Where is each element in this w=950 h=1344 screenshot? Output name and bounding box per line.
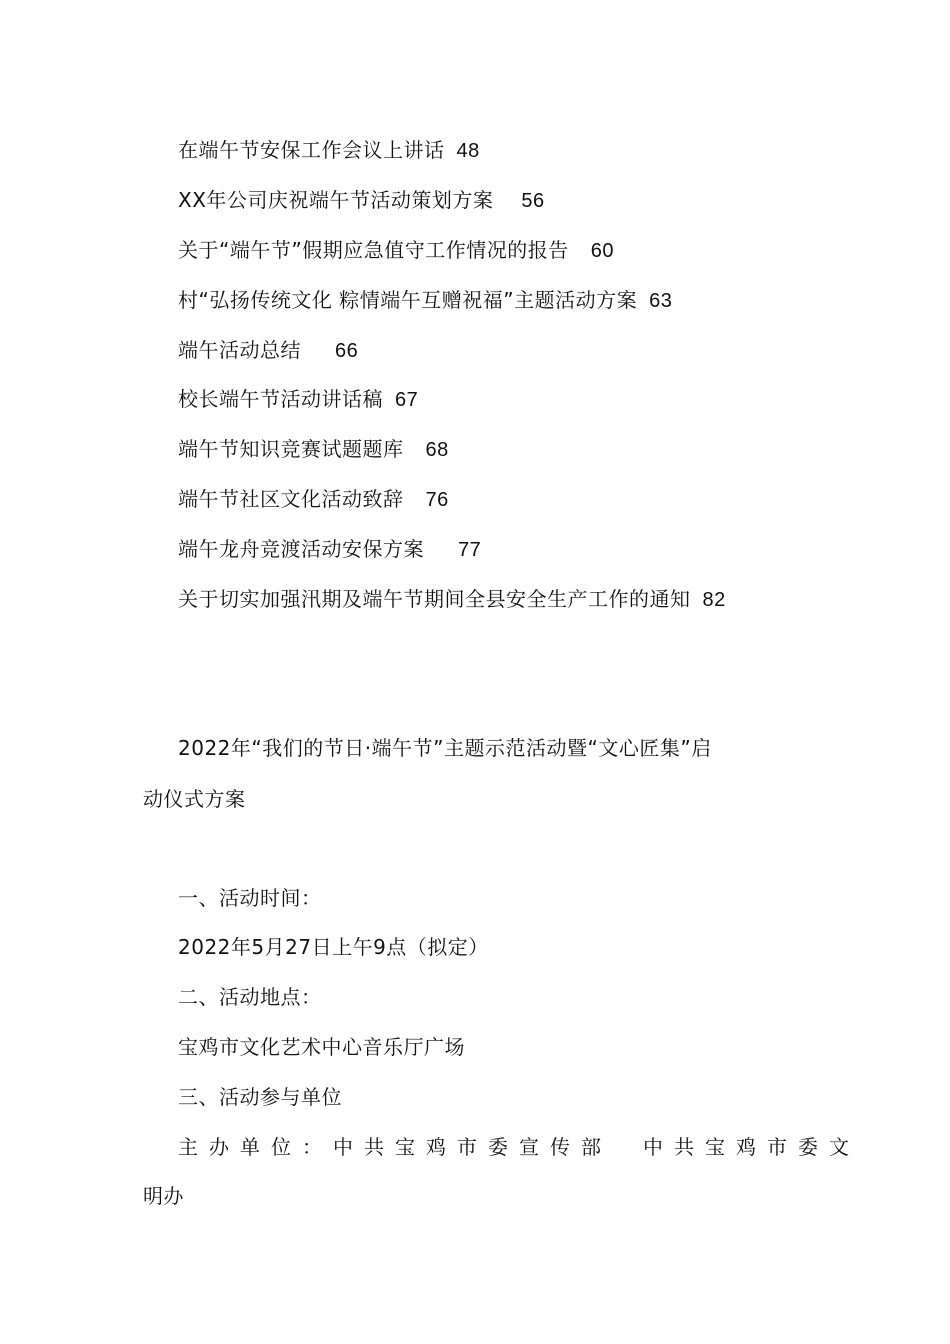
section-body: 宝鸡市文化艺术中心音乐厅广场 — [178, 1035, 465, 1059]
toc-entry-title: 端午节知识竞赛试题题库 — [178, 437, 404, 461]
section-body: 主办单位：中共宝鸡市委宣传部 中共宝鸡市委文 — [178, 1135, 860, 1159]
section-body: 明办 — [143, 1184, 184, 1208]
toc-entry[interactable] — [178, 535, 481, 564]
toc-entry[interactable] — [178, 585, 726, 614]
section-heading: 三、活动参与单位 — [178, 1085, 342, 1109]
article-title-line: 2022年“我们的节日·端午节”主题示范活动暨“文心匠集”启 — [178, 736, 712, 760]
toc-entry-title: 校长端午节活动讲话稿 — [178, 387, 383, 411]
section-heading: 一、活动时间： — [178, 886, 322, 910]
toc-entry-page: 77 — [458, 539, 482, 561]
toc-entry-page: 82 — [702, 589, 726, 611]
section-body: 2022年5月27日上午9点（拟定） — [178, 935, 489, 959]
toc-entry[interactable] — [178, 336, 358, 365]
article-title-line: 动仪式方案 — [143, 787, 246, 811]
toc-entry-title: 端午龙舟竞渡活动安保方案 — [178, 537, 424, 561]
toc-entry[interactable] — [178, 186, 545, 215]
toc-entry-title: XX年公司庆祝端午节活动策划方案 — [178, 188, 494, 212]
toc-entry-page: 56 — [521, 190, 545, 212]
toc-entry[interactable] — [178, 485, 449, 514]
toc-entry-title: 在端午节安保工作会议上讲话 — [178, 138, 445, 162]
toc-entry-title: 关于切实加强汛期及端午节期间全县安全生产工作的通知 — [178, 587, 691, 611]
toc-entry-page: 48 — [456, 140, 480, 162]
toc-entry-title: 端午节社区文化活动致辞 — [178, 487, 404, 511]
toc-entry-page: 66 — [335, 340, 359, 362]
toc-entry[interactable] — [178, 385, 418, 414]
toc-entry-page: 63 — [649, 290, 673, 312]
toc-entry-title: 端午活动总结 — [178, 338, 301, 362]
toc-entry-page: 67 — [395, 389, 419, 411]
toc-entry[interactable] — [178, 136, 480, 165]
toc-entry-title: 关于“端午节”假期应急值守工作情况的报告 — [178, 238, 569, 262]
toc-entry-page: 68 — [425, 439, 449, 461]
toc-entry-page: 60 — [590, 240, 614, 262]
toc-entry-title: 村“弘扬传统文化 粽情端午互赠祝福”主题活动方案 — [178, 288, 638, 312]
toc-entry-page: 76 — [425, 489, 449, 511]
toc-entry[interactable] — [178, 236, 614, 265]
toc-entry[interactable] — [178, 435, 449, 464]
toc-entry[interactable] — [178, 286, 672, 315]
section-heading: 二、活动地点： — [178, 985, 322, 1009]
